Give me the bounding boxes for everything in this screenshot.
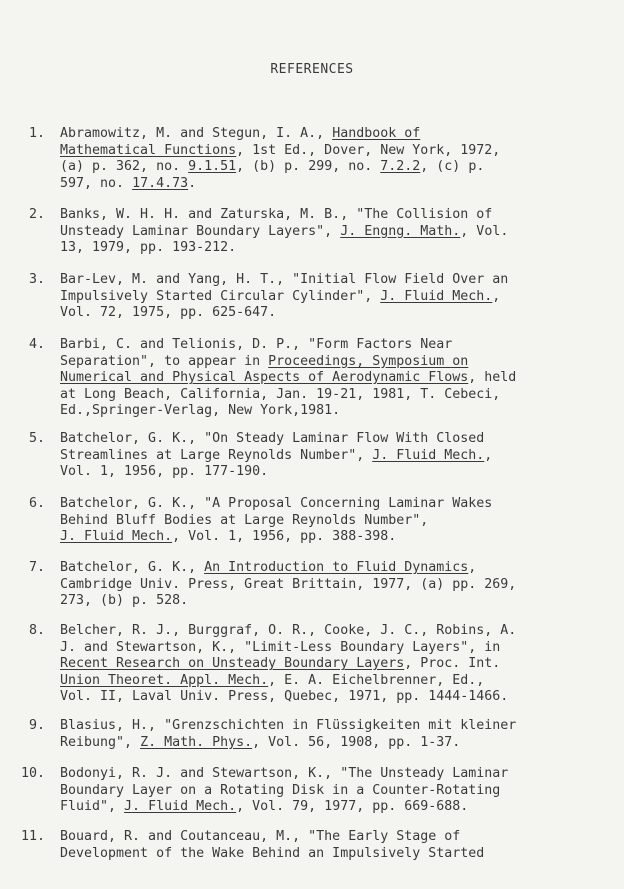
reference-line	[60, 272, 620, 289]
reference-line	[60, 224, 620, 241]
reference-line	[60, 689, 620, 706]
text-segment: Bar-Lev, M. and Yang, H. T., "Initial Flow Field Over an	[60, 272, 509, 287]
reference-line	[60, 370, 620, 387]
reference-number: 10.	[20, 766, 45, 781]
underlined-citation: Union Theoret. Appl. Mech.	[60, 672, 269, 688]
text-segment: Boundary Layer on a Rotating Disk in a Counter-Rotating	[60, 782, 501, 798]
reference-number: 8.	[28, 623, 45, 638]
text-segment: ,	[484, 447, 493, 463]
text-segment: Batchelor, G. K., "On Steady Laminar Flow With Closed	[60, 431, 485, 446]
text-segment: ,	[492, 288, 501, 304]
reference-number: 3.	[28, 272, 45, 287]
reference-number: 11.	[20, 829, 45, 844]
reference-line	[60, 846, 620, 863]
underlined-citation: Proceedings, Symposium on	[268, 353, 469, 369]
text-segment: , 1st Ed., Dover, New York, 1972,	[236, 142, 501, 158]
reference-text	[60, 829, 620, 862]
reference-text	[60, 560, 620, 610]
reference-line	[60, 431, 620, 448]
reference-number: 2.	[28, 207, 45, 222]
reference-line	[60, 240, 620, 257]
underlined-citation: Handbook of	[332, 126, 421, 141]
reference-line	[60, 126, 620, 143]
text-segment: Bouard, R. and Coutanceau, M., "The Early Stage of	[60, 829, 461, 844]
text-segment: Development of the Wake Behind an Impulsively Started	[60, 845, 485, 861]
text-segment: Belcher, R. J., Burggraf, O. R., Cooke, J. C., Robins, A.	[60, 623, 517, 638]
text-segment: 597, no.	[60, 175, 133, 191]
text-segment: Ed.,Springer-Verlag, New York,1981.	[60, 403, 341, 418]
underlined-citation: 7.2.2	[380, 159, 421, 174]
reference-line	[60, 673, 620, 690]
reference-text	[60, 766, 620, 816]
reference-line	[60, 735, 620, 752]
reference-line	[60, 623, 620, 640]
text-segment: Vol. II, Laval Univ. Press, Quebec, 1971, pp. 1444-1466.	[60, 689, 509, 704]
text-segment: , (b) p. 299, no.	[236, 159, 381, 174]
reference-number: 9.	[28, 718, 45, 733]
reference-line	[60, 656, 620, 673]
reference-line	[60, 305, 620, 322]
reference-line	[60, 593, 620, 610]
text-segment: Abramowitz, M. and Stegun, I. A.,	[60, 126, 333, 141]
reference-number: 6.	[28, 496, 45, 511]
underlined-citation: An Introduction to Fluid Dynamics	[204, 560, 469, 575]
text-segment: , Vol. 79, 1977, pp. 669-688.	[236, 799, 469, 814]
reference-line	[60, 718, 620, 735]
reference-line	[60, 207, 620, 224]
reference-line	[60, 577, 620, 594]
reference-line	[60, 354, 620, 371]
reference-number: 7.	[28, 560, 45, 575]
underlined-citation: Z. Math. Phys.	[140, 734, 253, 750]
text-segment: Vol. 1, 1956, pp. 177-190.	[60, 464, 269, 479]
text-segment: Cambridge Univ. Press, Great Brittain, 1977, (a) pp. 269,	[60, 576, 517, 592]
reference-line	[60, 176, 620, 193]
text-segment: Behind Bluff Bodies at Large Reynolds Number",	[60, 512, 429, 528]
text-segment: Fluid",	[60, 799, 125, 814]
text-segment: Unsteady Laminar Boundary Layers",	[60, 223, 341, 239]
text-segment: Reibung",	[60, 734, 141, 750]
reference-text	[60, 126, 620, 192]
text-segment: , Vol.	[460, 223, 509, 239]
reference-line	[60, 529, 620, 546]
text-segment: , Vol. 56, 1908, pp. 1-37.	[252, 734, 461, 750]
reference-line	[60, 640, 620, 657]
underlined-citation: J. Fluid Mech.	[124, 799, 237, 814]
text-segment: Bodonyi, R. J. and Stewartson, K., "The Unsteady Laminar	[60, 766, 509, 781]
text-segment: Barbi, C. and Telionis, D. P., "Form Factors Near	[60, 337, 453, 352]
underlined-citation: J. Fluid Mech.	[372, 447, 485, 463]
reference-line	[60, 289, 620, 306]
reference-number: 5.	[28, 431, 45, 446]
text-segment: Batchelor, G. K.,	[60, 560, 205, 575]
underlined-citation: Mathematical Functions	[60, 142, 237, 158]
reference-line	[60, 766, 620, 783]
page-title: REFERENCES	[270, 62, 354, 77]
reference-line	[60, 143, 620, 160]
text-segment: Separation", to appear in	[60, 353, 269, 369]
reference-text	[60, 207, 620, 257]
text-segment: (a) p. 362, no.	[60, 159, 189, 174]
text-segment: Banks, W. H. H. and Zaturska, M. B., "The Collision of	[60, 207, 493, 222]
underlined-citation: Recent Research on Unsteady Boundary Layers	[60, 656, 405, 671]
underlined-citation: 17.4.73	[132, 175, 189, 191]
reference-line	[60, 159, 620, 176]
reference-line	[60, 403, 620, 420]
text-segment: , held	[468, 370, 517, 385]
reference-line	[60, 799, 620, 816]
reference-line	[60, 560, 620, 577]
underlined-citation: J. Fluid Mech.	[380, 288, 493, 304]
text-segment: at Long Beach, California, Jan. 19-21, 1981, T. Cebeci,	[60, 386, 501, 402]
text-segment: , Proc. Int.	[404, 656, 501, 671]
underlined-citation: 9.1.51	[188, 159, 237, 174]
underlined-citation: Numerical and Physical Aspects of Aerodynamic Flows	[60, 370, 469, 385]
text-segment: .	[188, 175, 197, 191]
text-segment: Streamlines at Large Reynolds Number",	[60, 447, 373, 463]
text-segment: , Vol. 1, 1956, pp. 388-398.	[172, 529, 397, 544]
text-segment: ,	[468, 560, 477, 575]
text-segment: 273, (b) p. 528.	[60, 593, 189, 608]
reference-line	[60, 783, 620, 800]
text-segment: 13, 1979, pp. 193-212.	[60, 240, 237, 255]
text-segment: Batchelor, G. K., "A Proposal Concerning Laminar Wakes	[60, 496, 493, 511]
text-segment: , E. A. Eichelbrenner, Ed.,	[268, 672, 485, 688]
reference-line	[60, 448, 620, 465]
reference-text	[60, 623, 620, 706]
underlined-citation: J. Engng. Math.	[340, 223, 461, 239]
text-segment: J. and Stewartson, K., "Limit-Less Boundary Layers", in	[60, 639, 501, 655]
text-segment: Vol. 72, 1975, pp. 625-647.	[60, 305, 277, 320]
reference-line	[60, 829, 620, 846]
text-segment: Blasius, H., "Grenzschichten in Flüssigkeiten mit kleiner	[60, 718, 517, 733]
reference-line	[60, 496, 620, 513]
reference-line	[60, 513, 620, 530]
underlined-citation: J. Fluid Mech.	[60, 529, 173, 544]
reference-text	[60, 718, 620, 751]
reference-text	[60, 496, 620, 546]
reference-text	[60, 431, 620, 481]
text-segment: Impulsively Started Circular Cylinder",	[60, 288, 381, 304]
reference-line	[60, 387, 620, 404]
reference-text	[60, 337, 620, 420]
reference-line	[60, 337, 620, 354]
reference-text	[60, 272, 620, 322]
reference-line	[60, 464, 620, 481]
reference-number: 1.	[28, 126, 45, 141]
reference-number: 4.	[28, 337, 45, 352]
text-segment: , (c) p.	[420, 159, 485, 174]
